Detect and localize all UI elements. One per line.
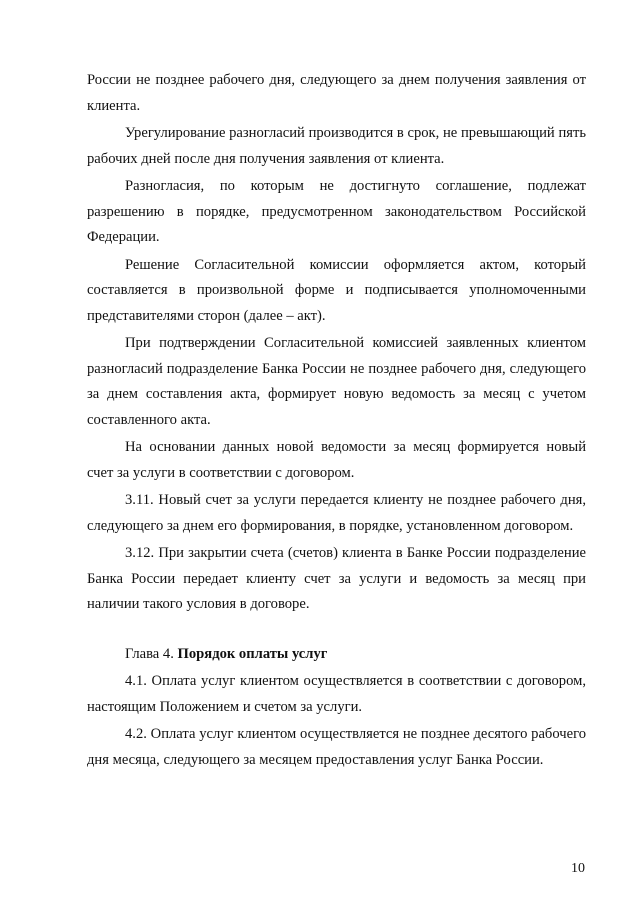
paragraph-4-1: 4.1. Оплата услуг клиентом осуществляется в соответствии с договором, настоящим Положением и счетом за услуги.: [87, 673, 586, 715]
paragraph-3-12: 3.12. При закрытии счета (счетов) клиента в Банке России подразделение Банка России передает клиенту счет за услуги и ведомость за месяц при наличии такого условия в договоре.: [87, 545, 586, 612]
paragraph-3-11: 3.11. Новый счет за услуги передается клиенту не позднее рабочего дня, следующего за днем его формирования, в порядке, установленном договором.: [87, 492, 586, 534]
paragraph-new-statement: При подтверждении Согласительной комиссией заявленных клиентом разногласий подразделение Банка России не позднее рабочего дня, следующего за днем составления акта, формирует новую ведомость за месяц с учетом составленного акта.: [87, 335, 586, 428]
chapter-heading: [87, 642, 586, 668]
paragraph-new-invoice: На основании данных новой ведомости за месяц формируется новый счет за услуги в соответствии с договором.: [87, 439, 586, 481]
page-number: 10: [571, 861, 585, 876]
document-body: [87, 68, 586, 775]
paragraph-resolution-term: Урегулирование разногласий производится в срок, не превышающий пять рабочих дней после дня получения заявления от клиента.: [87, 125, 586, 167]
chapter-prefix: Глава 4.: [125, 645, 178, 662]
chapter-title: Порядок оплаты услуг: [177, 645, 328, 662]
paragraph-commission-decision: Решение Согласительной комиссии оформляется актом, который составляется в произвольной форме и подписывается уполномоченными представителями сторон (далее – акт).: [87, 256, 586, 324]
paragraph-unresolved-disagreements: Разногласия, по которым не достигнуто соглашение, подлежат разрешению в порядке, предусмотренном законодательством Российской Федерации.: [87, 178, 586, 245]
paragraph-4-2: 4.2. Оплата услуг клиентом осуществляется не позднее десятого рабочего дня месяца, следующего за месяцем предоставления услуг Банка России.: [87, 726, 586, 768]
paragraph-continuation: России не позднее рабочего дня, следующего за днем получения заявления от клиента.: [87, 72, 586, 114]
